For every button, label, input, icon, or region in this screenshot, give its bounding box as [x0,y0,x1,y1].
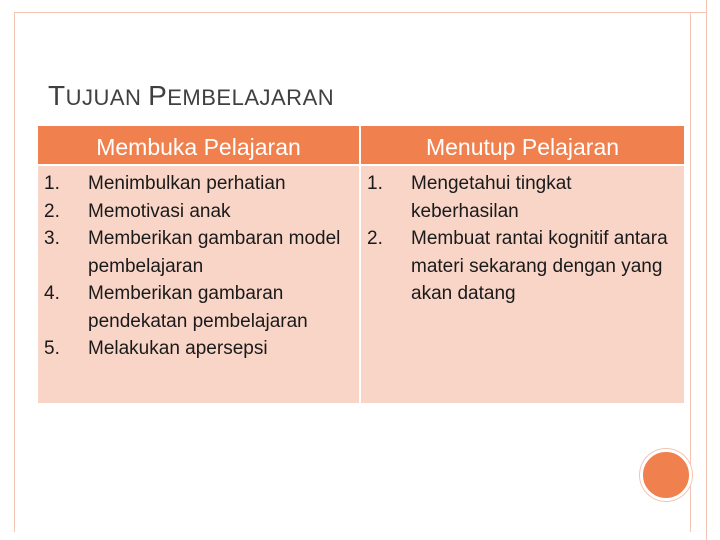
item-text: Melakukan apersepsi [88,338,268,359]
slide-title [48,80,334,112]
frame-line-top [14,12,690,13]
item-number: 1. [367,173,383,194]
title-initial-1: T [48,80,66,111]
frame-line-right-top [690,12,706,13]
frame-line-right-outer [706,0,707,540]
item-number: 2. [367,228,383,249]
frame-line-right-inner [690,12,691,532]
item-number: 2. [44,200,60,222]
list-item [44,280,353,335]
title-initial-2: P [148,80,168,111]
list-item [44,225,353,280]
membuka-list [44,170,353,363]
menutup-list [367,170,678,308]
cell-menutup [361,166,684,403]
title-part-1: UJUAN [65,85,149,110]
item-text: Memberikan gambaran model pembelajaran [88,228,341,277]
item-number: 3. [44,228,60,249]
list-item [367,170,678,225]
item-number: 4. [44,283,60,304]
comparison-table [38,126,684,404]
item-text: Memotivasi anak [88,200,231,222]
decorative-circle [640,449,692,501]
item-text: Membuat rantai kognitif antara materi sekarang dengan yang akan datang [411,228,668,304]
list-item [44,170,353,198]
header-membuka: Membuka Pelajaran [38,126,359,164]
item-text: Mengetahui tingkat keberhasilan [411,173,572,222]
item-number: 5. [44,338,60,359]
list-item [44,335,353,363]
list-item [44,198,353,226]
item-text: Memberikan gambaran pendekatan pembelajaran [88,283,308,332]
item-text: Menimbulkan perhatian [88,173,286,194]
frame-line-left [14,12,15,532]
list-item [367,225,678,308]
title-part-2: EMBELAJARAN [167,85,335,110]
header-menutup: Menutup Pelajaran [361,126,684,164]
item-number: 1. [44,173,60,194]
cell-membuka [38,166,359,403]
